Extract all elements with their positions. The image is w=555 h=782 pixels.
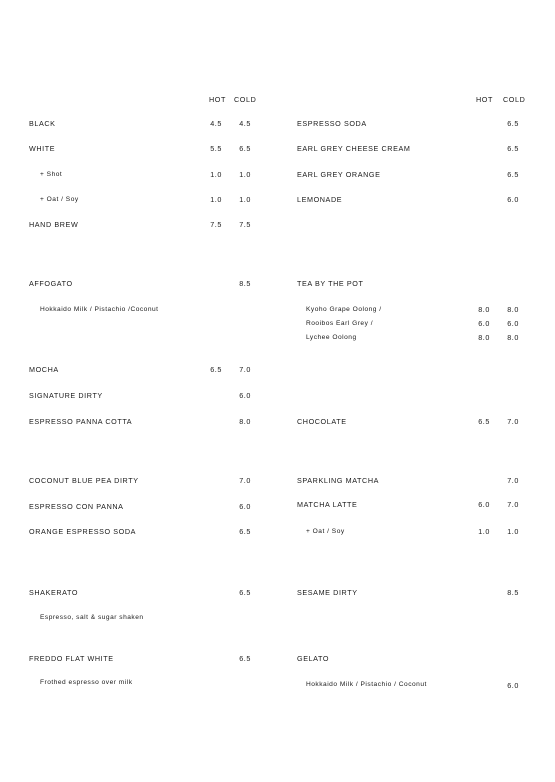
- item-affogato: AFFOGATO: [29, 279, 73, 288]
- price-signature-dirty-cold: 6.0: [239, 391, 251, 400]
- price-panna-cotta-cold: 8.0: [239, 417, 251, 426]
- item-coconut-blue-pea: COCONUT BLUE PEA DIRTY: [29, 476, 139, 485]
- item-gelato: GELATO: [297, 654, 330, 663]
- item-mocha: MOCHA: [29, 365, 59, 374]
- price-hand-brew-cold: 7.5: [239, 220, 251, 229]
- price-sesame-dirty-cold: 8.5: [507, 588, 519, 597]
- affogato-options: Hokkaido Milk / Pistachio /Coconut: [40, 306, 159, 313]
- price-oat-soy-left-cold: 1.0: [239, 195, 251, 204]
- price-lychee-hot: 8.0: [478, 333, 490, 342]
- price-oat-soy-left-hot: 1.0: [210, 195, 222, 204]
- price-con-panna-cold: 6.0: [239, 502, 251, 511]
- tea-item-kyoho: Kyoho Grape Oolong /: [306, 306, 382, 313]
- price-earl-grey-orange-cold: 6.5: [507, 170, 519, 179]
- price-freddo-cold: 6.5: [239, 654, 251, 663]
- price-black-cold: 4.5: [239, 119, 251, 128]
- price-kyoho-hot: 8.0: [478, 305, 490, 314]
- price-gelato-cold: 6.0: [507, 681, 519, 690]
- right-hot-header: HOT: [476, 95, 493, 104]
- price-black-hot: 4.5: [210, 119, 222, 128]
- price-white-hot: 5.5: [210, 144, 222, 153]
- item-white: WHITE: [29, 144, 56, 153]
- item-lemonade: LEMONADE: [297, 195, 343, 204]
- price-white-cold: 6.5: [239, 144, 251, 153]
- item-orange-espresso-soda: ORANGE ESPRESSO SODA: [29, 527, 137, 536]
- price-sparkling-matcha-cold: 7.0: [507, 476, 519, 485]
- price-affogato-cold: 8.5: [239, 279, 251, 288]
- item-shakerato: SHAKERATO: [29, 588, 79, 597]
- item-earl-grey-cheese-cream: EARL GREY CHEESE CREAM: [297, 144, 411, 153]
- item-sesame-dirty: SESAME DIRTY: [297, 588, 358, 597]
- price-earl-grey-cheese-cold: 6.5: [507, 144, 519, 153]
- item-earl-grey-orange: EARL GREY ORANGE: [297, 170, 381, 179]
- price-chocolate-hot: 6.5: [478, 417, 490, 426]
- item-espresso-con-panna: ESPRESSO CON PANNA: [29, 502, 124, 511]
- price-hand-brew-hot: 7.5: [210, 220, 222, 229]
- price-matcha-latte-hot: 6.0: [478, 500, 490, 509]
- price-orange-soda-cold: 6.5: [239, 527, 251, 536]
- item-espresso-panna-cotta: ESPRESSO PANNA COTTA: [29, 417, 133, 426]
- price-rooibos-hot: 6.0: [478, 319, 490, 328]
- right-cold-header: COLD: [503, 95, 526, 104]
- item-shot: + Shot: [40, 171, 63, 178]
- price-shot-hot: 1.0: [210, 170, 222, 179]
- tea-item-lychee: Lychee Oolong: [306, 334, 357, 341]
- price-mocha-hot: 6.5: [210, 365, 222, 374]
- price-matcha-latte-cold: 7.0: [507, 500, 519, 509]
- item-sparkling-matcha: SPARKLING MATCHA: [297, 476, 380, 485]
- price-chocolate-cold: 7.0: [507, 417, 519, 426]
- left-cold-header: COLD: [234, 95, 257, 104]
- item-chocolate: CHOCOLATE: [297, 417, 347, 426]
- price-oat-soy-right-cold: 1.0: [507, 527, 519, 536]
- price-espresso-soda-cold: 6.5: [507, 119, 519, 128]
- price-coconut-blue-pea-cold: 7.0: [239, 476, 251, 485]
- item-espresso-soda: ESPRESSO SODA: [297, 119, 367, 128]
- price-shakerato-cold: 6.5: [239, 588, 251, 597]
- gelato-options: Hokkaido Milk / Pistachio / Coconut: [306, 681, 427, 688]
- item-oat-soy-left: + Oat / Soy: [40, 196, 79, 203]
- item-oat-soy-right: + Oat / Soy: [306, 528, 345, 535]
- price-lychee-cold: 8.0: [507, 333, 519, 342]
- item-tea-by-the-pot: TEA BY THE POT: [297, 279, 364, 288]
- item-black: BLACK: [29, 119, 56, 128]
- item-hand-brew: HAND BREW: [29, 220, 79, 229]
- price-oat-soy-right-hot: 1.0: [478, 527, 490, 536]
- price-rooibos-cold: 6.0: [507, 319, 519, 328]
- tea-item-rooibos: Rooibos Earl Grey /: [306, 320, 374, 327]
- price-shot-cold: 1.0: [239, 170, 251, 179]
- price-mocha-cold: 7.0: [239, 365, 251, 374]
- item-freddo-flat-white: FREDDO FLAT WHITE: [29, 654, 114, 663]
- item-matcha-latte: MATCHA LATTE: [297, 500, 358, 509]
- freddo-description: Frothed espresso over milk: [40, 679, 133, 686]
- price-kyoho-cold: 8.0: [507, 305, 519, 314]
- shakerato-description: Espresso, salt & sugar shaken: [40, 614, 144, 621]
- left-hot-header: HOT: [209, 95, 226, 104]
- price-lemonade-cold: 6.0: [507, 195, 519, 204]
- item-signature-dirty: SIGNATURE DIRTY: [29, 391, 103, 400]
